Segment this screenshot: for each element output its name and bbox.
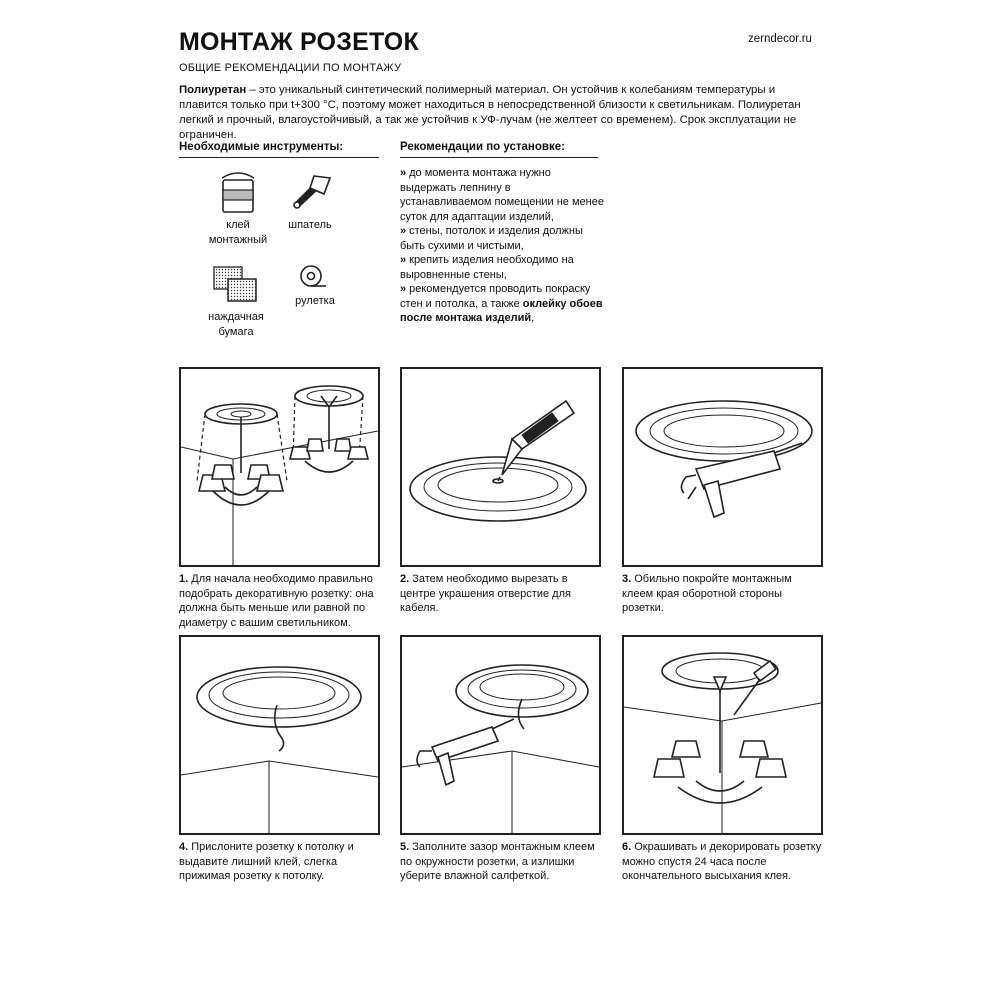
step1-caption: 1. Для начала необходимо правильно подобрать декоративную розетку: она должна быть меньше или равной по диаметру с вашим светильником. [179, 573, 374, 629]
step6-caption: 6. Окрашивать и декорировать розетку можно спустя 24 часа после окончательного высыхания клея. [622, 841, 822, 882]
step6-illustration [622, 635, 823, 835]
sandpaper-icon [212, 265, 258, 305]
glue-bucket-icon [212, 172, 264, 214]
step1-illustration [179, 367, 380, 567]
intro-paragraph [179, 83, 819, 143]
step3-illustration [622, 367, 823, 567]
tape-measure-icon [298, 263, 328, 291]
bullet-icon: » [400, 283, 407, 295]
recommendation-item: » до момента монтажа нужно выдержать лепнину в устанавливаемом помещении не менее суток для адаптации изделий, [400, 167, 604, 223]
page-title: МОНТАЖ РОЗЕТОК [179, 28, 419, 56]
tool-label-sandpaper: наждачная бумага [208, 311, 264, 338]
step5-illustration [400, 635, 601, 835]
step5-caption: 5. Заполните зазор монтажным клеем по окружности розетки, а излишки уберите влажной салфеткой. [400, 841, 595, 882]
step4-caption: 4. Прислоните розетку к потолку и выдавите лишний клей, слегка прижимая розетку к потолку. [179, 841, 354, 882]
site-link[interactable]: zerndecor.ru [748, 33, 812, 45]
intro-term: Полиуретан [179, 84, 247, 96]
bullet-icon: » [400, 225, 407, 237]
step4-illustration [179, 635, 380, 835]
tool-label-glue: клей монтажный [208, 219, 268, 246]
recommendation-item: » рекомендуется проводить покраску стен и потолка, а также оклейку обоев после монтажа изделий, [400, 283, 603, 324]
recommendations-list [400, 166, 605, 326]
spatula-icon [290, 172, 334, 214]
recommendations-heading: Рекомендации по установке: [400, 141, 598, 158]
intro-text: – это уникальный синтетический полимерный материал. Он устойчив к колебаниям температуры и плавится только при t+300 °С, поэтому может находиться в непосредственной близости к светильникам. Полиуретан легкий и прочный, влагоустойчивый, а так же устойчив к УФ-лучам (не желтеет со временем). Срок эксплуатации не ограничен. [179, 84, 801, 141]
bullet-icon: » [400, 167, 407, 179]
step2-caption: 2. Затем необходимо вырезать в центре украшения отверстие для кабеля. [400, 573, 571, 614]
tool-label-spatula: шпатель [288, 219, 332, 231]
recommendation-item: » крепить изделия необходимо на выровненные стены, [400, 254, 574, 281]
tools-heading: Необходимые инструменты: [179, 141, 379, 158]
tool-label-tape: рулетка [295, 295, 335, 307]
step2-illustration [400, 367, 601, 567]
bullet-icon: » [400, 254, 407, 266]
recommendation-item: » стены, потолок и изделия должны быть сухими и чистыми, [400, 225, 583, 252]
page-subtitle: ОБЩИЕ РЕКОМЕНДАЦИИ ПО МОНТАЖУ [179, 62, 402, 74]
step3-caption: 3. Обильно покройте монтажным клеем края оборотной стороны розетки. [622, 573, 792, 614]
